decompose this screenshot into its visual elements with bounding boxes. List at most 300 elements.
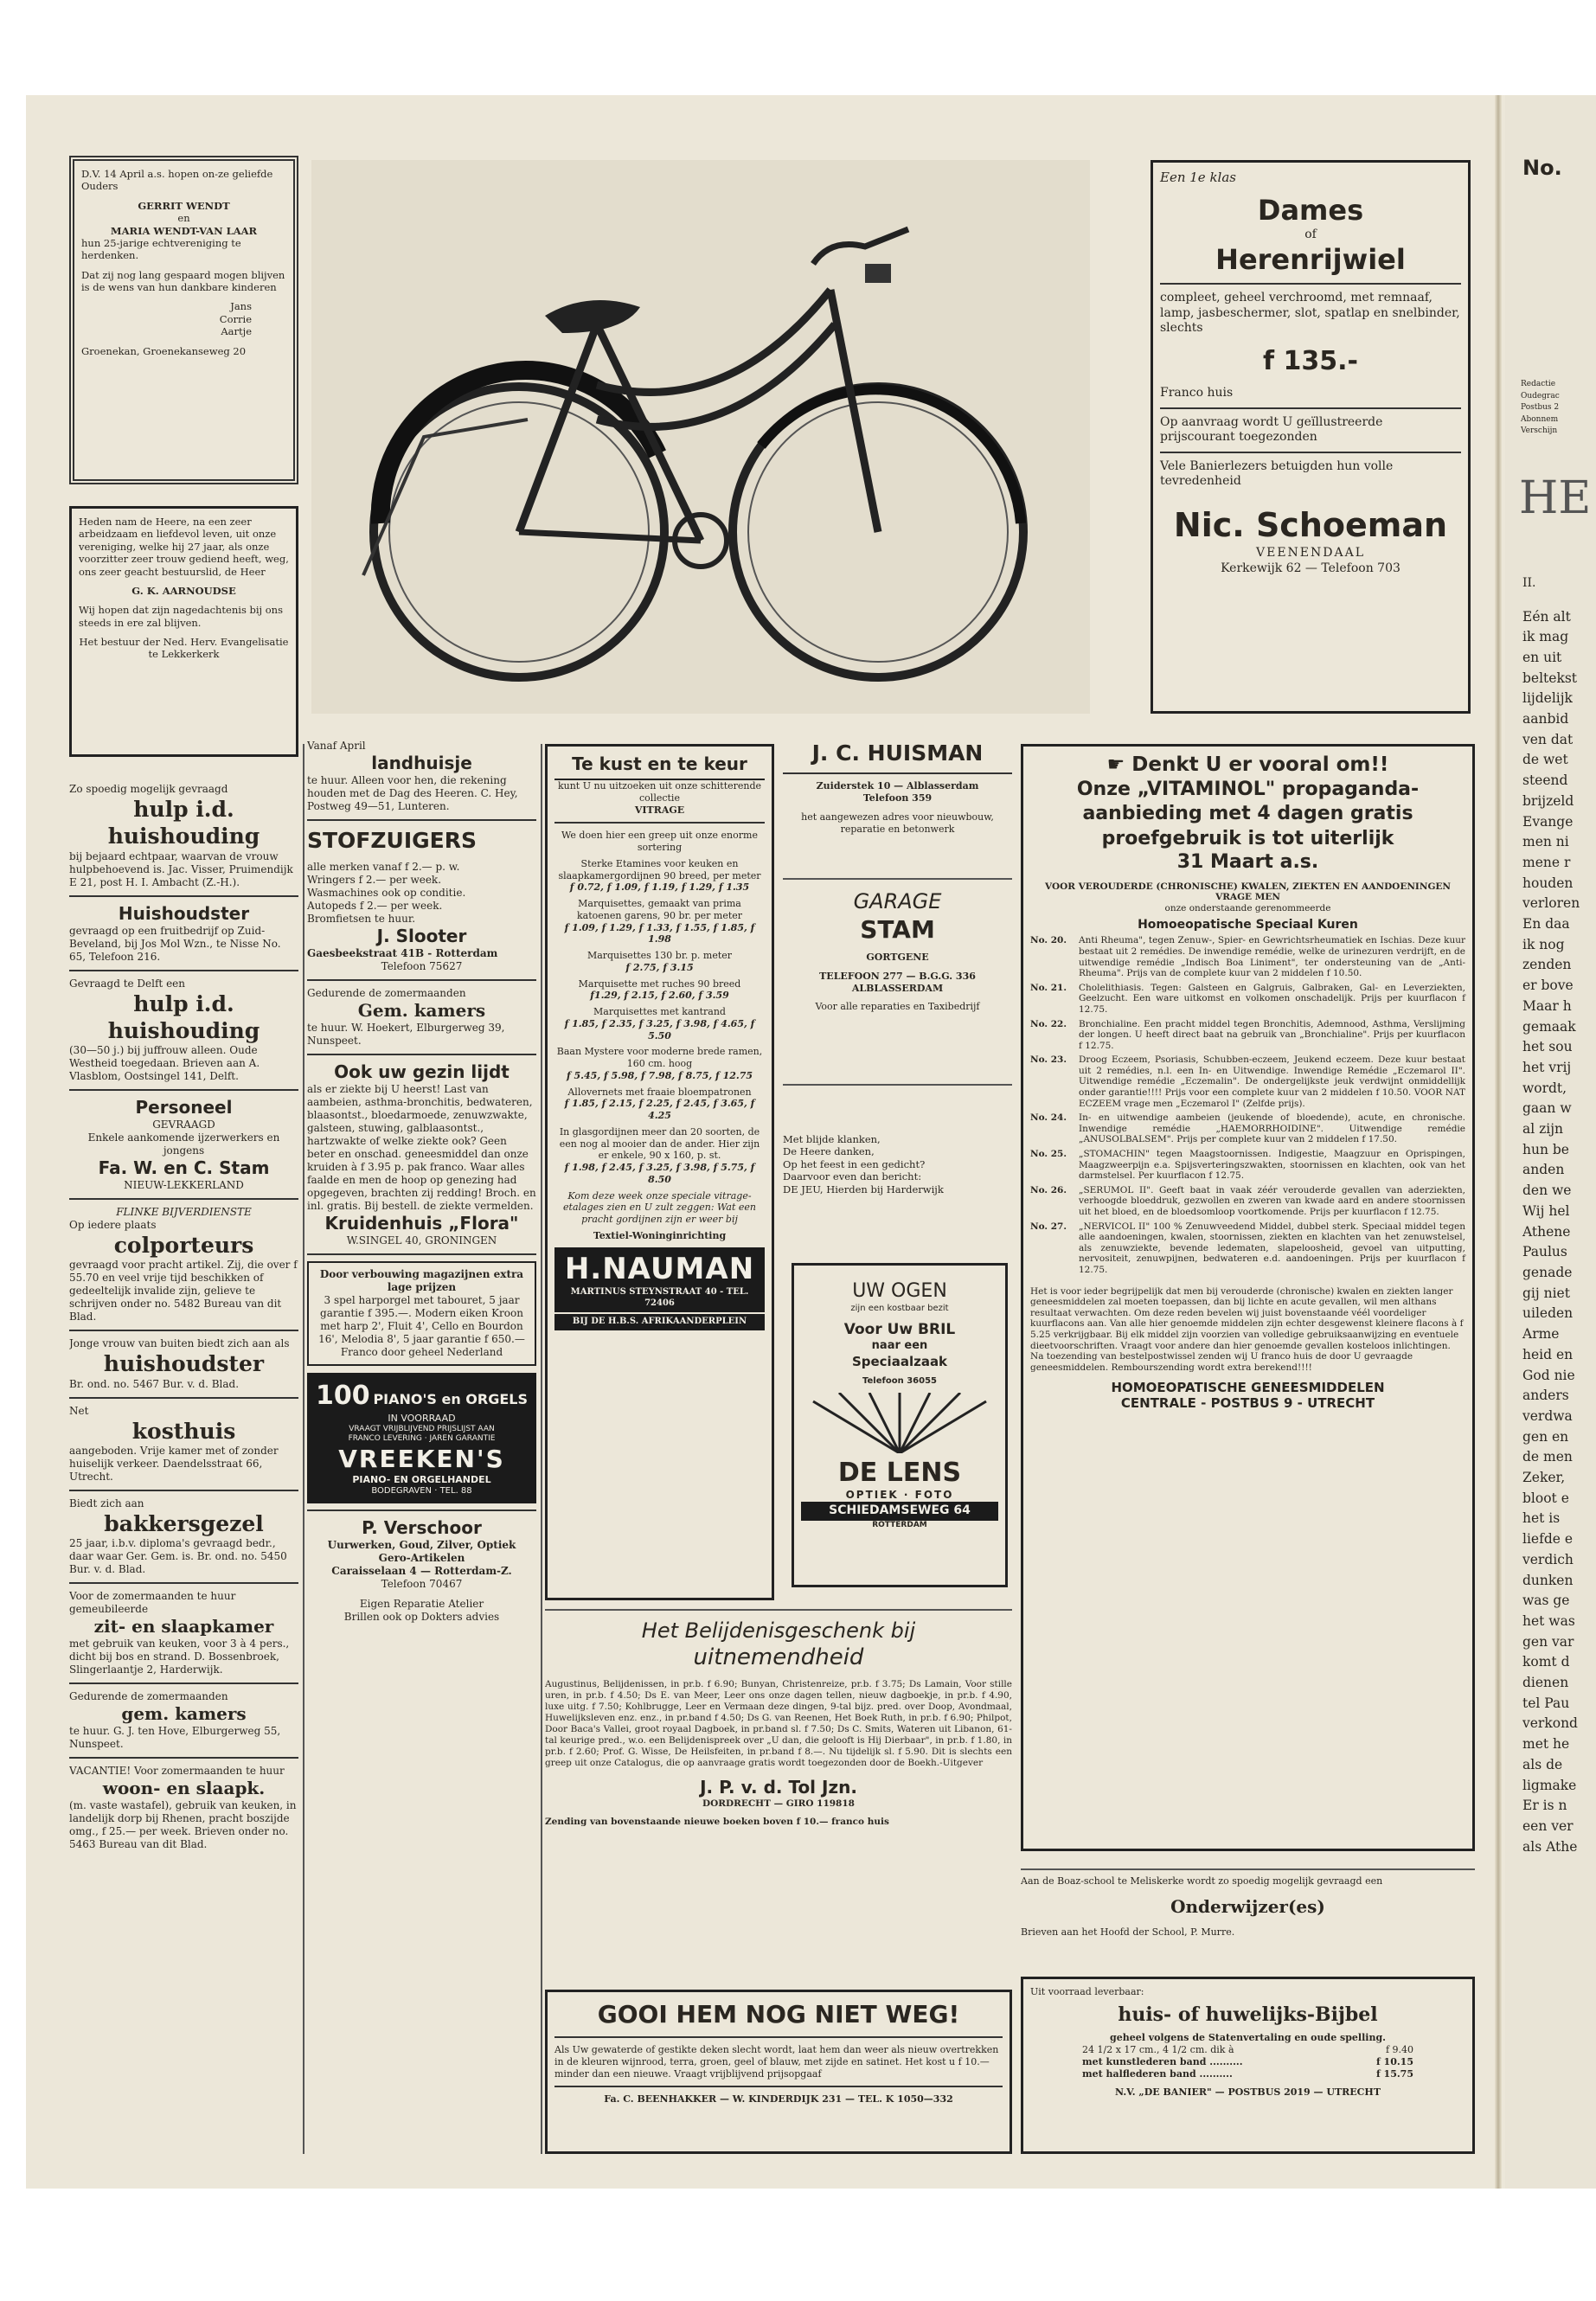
remedy-number: No. 24. <box>1030 1112 1067 1124</box>
ad-body: te huur. W. Hoekert, Elburgerweg 39, Nunspeet. <box>307 1022 505 1048</box>
garage-stam-ad <box>783 878 1012 1086</box>
vreekens-line: PIANO- EN ORGELHANDEL <box>352 1474 491 1485</box>
bible-row-price: f 10.15 <box>1375 2055 1413 2067</box>
next-page-line: Maar h <box>1522 997 1572 1014</box>
next-page-line: gemaak <box>1522 1018 1576 1035</box>
optiek-phone: Telefoon 36055 <box>862 1376 937 1387</box>
vitaminol-heading2: Onze „VITAMINOL" propaganda-aanbieding met 4 dagen gratis proefgebruik is tot uiterlijk <box>1076 778 1420 849</box>
ad-heading: Door verbouwing magazijnen extra lage prijzen <box>319 1268 524 1294</box>
ad-line: Kom deze week onze speciale vitrage-etalages zien en U zult zeggen: Wat een pracht gordijnen zijn er weer bij <box>563 1189 756 1225</box>
remedy-text: Anti Rheuma", tegen Zenuw-, Spier- en Gewrichtsrheumatiek en Ischias. Deze kuur bestaat uit 2 remédies. De inwendige remédie, welke de urinezuren verdrijft, en de uitwendige remédie „Indisch Boa Liniment", ter ondersteuning van de „Anti-Rheuma". Prijs van de complete kuur van 2 middelen f 10.50. <box>1079 935 1465 979</box>
ad-phone: Telefoon 75627 <box>381 960 463 973</box>
ad-heading: landhuisje <box>371 753 472 773</box>
ad-body: (30—50 j.) bij juffrouw alleen. Oude Westheid toegedaan. Brieven aan A. Vlasblom, Oostsingel 141, Delft. <box>69 1044 260 1082</box>
bible-row <box>1030 2068 1465 2080</box>
ad-address: Gaesbeekstraat 41B - Rotterdam <box>307 947 498 960</box>
next-page-line: verloren <box>1522 895 1580 912</box>
next-page-line: dienen <box>1522 1675 1569 1691</box>
next-page-line: bloot e <box>1522 1490 1569 1506</box>
next-page-line: Athene <box>1522 1223 1571 1240</box>
bicycle-readers: Vele Banierlezers betuigden hun volle tevredenheid <box>1160 458 1394 489</box>
ad-intro: Zo spoedig mogelijk gevraagd <box>69 783 228 795</box>
obituary-sign: Het bestuur der Ned. Herv. Evangelisatie te Lekkerkerk <box>79 636 289 661</box>
remedy-number: No. 23. <box>1030 1054 1067 1066</box>
ad-company: P. Verschoor <box>362 1517 482 1539</box>
nauman-name: H.NAUMAN <box>564 1251 755 1286</box>
next-page-sidebar-line: Oudegrac <box>1521 391 1560 401</box>
de-lens-optiek-ad <box>792 1263 1008 1587</box>
next-page-line: ik mag <box>1522 629 1569 645</box>
vreekens-name: VREEKEN'S <box>338 1445 505 1473</box>
ad-line: Eigen Reparatie Atelier <box>359 1598 484 1611</box>
anniversary-child3: Aartje <box>221 325 252 338</box>
next-page-line: wordt, <box>1522 1080 1567 1096</box>
ad-intro: Biedt zich aan <box>69 1497 144 1509</box>
ad-line: Wringers f 2.— per week. <box>307 874 442 887</box>
bicycle-title2: Herenrijwiel <box>1215 243 1406 277</box>
ad-heading: STOFZUIGERS <box>307 828 477 853</box>
next-page-line: heid en <box>1522 1346 1574 1362</box>
next-page-line: tel Pau <box>1522 1695 1570 1711</box>
bicycle-ad <box>1151 160 1471 714</box>
ad-city: NIEUW-LEKKERLAND <box>124 1179 244 1191</box>
next-page-line: het is <box>1522 1510 1561 1527</box>
garage-label: GARAGE <box>853 889 942 913</box>
ad-line: alle merken vanaf f 2.— p. w. <box>307 861 460 874</box>
ad-heading: Personeel <box>135 1097 233 1118</box>
next-page-line: gaan w <box>1522 1100 1572 1117</box>
next-page-line: aanbid <box>1522 711 1569 727</box>
teacher-intro: Aan de Boaz-school te Meliskerke wordt zo spoedig mogelijk gevraagd een <box>1021 1875 1383 1887</box>
next-page-line: het sou <box>1522 1039 1573 1055</box>
remedy-text: In- en uitwendige aambeien (jeukende of bloedende), acute, en chronische. Inwendige remédie „HAEMORRHOIDINE". Uitwendige remédie „ANUSOLBALSEM". Prijs per complete kuur van 2 middelen f 17.50. <box>1079 1112 1465 1145</box>
next-page-line: was ge <box>1522 1593 1570 1609</box>
remedy-item <box>1030 935 1465 978</box>
next-page-sidebar-line: Redactie <box>1521 380 1556 388</box>
anniversary-line5: hun 25-jarige echtvereniging te herdenken. <box>81 236 241 262</box>
remedy-text: Cholelithiasis. Tegen: Galsteen en Galgruis, Galbraken, Gal- en Leverziekten, Geelzucht. Een ware uitkomst en volkomen onschadelijk. Prijs per kuurflacon f 12.75. <box>1079 982 1465 1015</box>
next-page-body <box>1522 607 1596 1858</box>
next-page-line: als de <box>1522 1756 1563 1772</box>
bible-row <box>1030 2044 1465 2056</box>
ad-heading: Ook uw gezin lijdt <box>334 1061 510 1083</box>
ad-price: f 2.75, f 3.15 <box>625 961 694 973</box>
gooi-footer: Fa. C. BEENHAKKER — W. KINDERDIJK 231 — TEL. K 1050—332 <box>604 2093 953 2106</box>
nauman-address2: BIJ DE H.B.S. AFRIKAANDERPLEIN <box>554 1314 765 1330</box>
belijdenis-heading2: uitnemendheid <box>693 1644 864 1670</box>
ad-intro: Net <box>69 1404 89 1417</box>
nauman-banner <box>554 1247 765 1313</box>
next-page-line: brijzeld <box>1522 792 1574 809</box>
next-page-line: ven dat <box>1522 731 1574 747</box>
ad-address: Zuiderstek 10 — Alblasserdam <box>816 780 979 792</box>
ad-line: Brillen ook op Dokters advies <box>343 1611 500 1624</box>
bible-ad <box>1021 1977 1475 2154</box>
optiek-address: SCHIEDAMSEWEG 64 <box>801 1502 998 1521</box>
ad-address: W.SINGEL 40, GRONINGEN <box>346 1234 497 1247</box>
column-divider <box>541 744 542 2154</box>
bible-footer: N.V. „DE BANIER" — POSTBUS 2019 — UTRECHT <box>1114 2086 1381 2099</box>
remedy-number: No. 21. <box>1030 982 1067 993</box>
huisman-ad <box>783 740 1012 861</box>
ad-line: Sterke Etamines voor keuken en slaapkamergordijnen 90 breed, per meter <box>558 857 761 881</box>
garage-name: STAM <box>860 915 935 944</box>
ad-line: Uurwerken, Goud, Zilver, Optiek <box>327 1539 516 1552</box>
ad-price: f1.29, f 2.15, f 2.60, f 3.59 <box>590 990 729 1002</box>
ad-body: gevraagd voor pracht artikel. Zij, die over f 55.70 en veel vrije tijd beschikken of gedeeltelijk invalide zijn, gelieve te schrijven onder no. 5482 Bureau van dit Blad. <box>69 1259 298 1324</box>
next-page-line: Er is n <box>1522 1798 1567 1814</box>
vreekens-line: IN VOORRAAD <box>388 1412 456 1424</box>
vreekens-line: VRAAGT VRIJBLIJVEND PRIJSLIJST AAN <box>349 1424 495 1433</box>
poem-line: Met blijde klanken, <box>783 1133 881 1145</box>
bicycle-address: Kerkewijk 62 — Telefoon 703 <box>1221 561 1401 575</box>
next-page-line: met he <box>1522 1736 1570 1753</box>
next-page-line: een ver <box>1522 1817 1574 1834</box>
ad-line: Telefoon 70467 <box>381 1578 463 1591</box>
next-page-sidebar-line: Postbus 2 <box>1521 403 1560 412</box>
ad-footer: Franco door geheel Nederland <box>340 1346 503 1359</box>
ad-body: aangeboden. Vrije kamer met of zonder huiselijk verkeer. Daendelsstraat 66, Utrecht. <box>69 1444 279 1483</box>
ad-heading: Te kust en te keur <box>554 753 765 780</box>
vitaminol-footer1: HOMOEOPATISCHE GENEESMIDDELEN <box>1111 1380 1385 1396</box>
optiek-city: ROTTERDAM <box>872 1520 927 1529</box>
anniversary-sign: Groenekan, Groenekanseweg 20 <box>81 344 247 357</box>
obituary-text2: Wij hopen dat zijn nagedachtenis bij ons steeds in ere zal blijven. <box>79 604 283 629</box>
next-page-line: Wij hel <box>1522 1202 1570 1219</box>
column-1-classifieds <box>69 783 298 2154</box>
bible-row-label: met halflederen band .......... <box>1082 2067 1233 2080</box>
remedy-item <box>1030 983 1465 1016</box>
bible-row-price: f 9.40 <box>1385 2044 1413 2055</box>
bicycle-catalog: Op aanvraag wordt U geïllustreerde prijscourant toegezonden <box>1160 414 1383 445</box>
ad-heading: hulp i.d. huishouding <box>107 990 260 1043</box>
next-page-line: Zeker, <box>1522 1470 1566 1486</box>
vreekens-number: 100 <box>315 1381 370 1412</box>
ad-body: (m. vaste wastafel), gebruik van keuken, in landelijk dorp bij Rhenen, pracht boszijde omg., f 25.— per week. Brieven onder no. 5463 Bureau van dit Blad. <box>69 1799 297 1850</box>
vitaminol-footer2: CENTRALE - POSTBUS 9 - UTRECHT <box>1120 1395 1375 1412</box>
anniversary-name1: GERRIT WENDT <box>138 199 230 212</box>
ad-body: Enkele aankomende ijzerwerkers en jongens <box>87 1131 280 1157</box>
next-page-sidebar-line: Verschijn <box>1521 426 1558 435</box>
teacher-heading: Onderwijzer(es) <box>1170 1895 1325 1917</box>
ad-intro: kunt U nu uitzoeken uit onze schitterende collectie <box>557 780 762 804</box>
ad-body: Br. ond. no. 5467 Bur. v. d. Blad. <box>69 1377 240 1390</box>
bicycle-desc: compleet, geheel verchroomd, met remnaaf, lamp, jasbeschermer, slot, spatlap en snelbinder, slechts <box>1160 291 1460 336</box>
sunburst-icon <box>804 1393 995 1453</box>
obituary-notice <box>69 506 298 757</box>
anniversary-name2: MARIA WENDT-VAN LAAR <box>110 224 258 237</box>
optiek-line: Voor Uw BRIL <box>843 1321 956 1338</box>
bible-row <box>1030 2056 1465 2068</box>
ad-subheading: GEVRAAGD <box>152 1118 215 1131</box>
ad-body: 25 jaar, i.b.v. diploma's gevraagd bedr., daar waar Ger. Gem. is. Br. ond. no. 5450 Bur. v. d. Blad. <box>69 1537 287 1575</box>
anniversary-child1: Jans <box>230 300 252 313</box>
ad-line: In glasgordijnen meer dan 20 soorten, de een nog al mooier dan de ander. Hier zijn er enkele, 90 x 160, p. st. <box>559 1125 760 1162</box>
next-page-line: en uit <box>1522 649 1562 665</box>
ad-heading: kosthuis <box>131 1418 236 1444</box>
next-page-line: al zijn <box>1522 1121 1564 1138</box>
poem-ad <box>783 1133 1012 1237</box>
next-page-line: beltekst <box>1522 670 1578 686</box>
remedy-number: No. 22. <box>1030 1018 1067 1029</box>
next-page-line: het was <box>1522 1612 1575 1629</box>
remedy-item <box>1030 1019 1465 1052</box>
bicycle-price: f 135.- <box>1263 345 1358 376</box>
ad-heading: Gem. kamers <box>357 1000 486 1022</box>
next-page-line: hun be <box>1522 1141 1569 1157</box>
next-page-line: als Athe <box>1522 1838 1578 1855</box>
next-page-line: Arme <box>1522 1326 1560 1343</box>
remedy-number: No. 25. <box>1030 1149 1067 1160</box>
remedy-item <box>1030 1112 1465 1145</box>
ad-body: gevraagd op een fruitbedrijf op Zuid-Beveland, bij Jos Mol Wzn., te Nisse No. 65, Telefoon 216. <box>69 924 281 963</box>
next-page-line: En daa <box>1522 916 1570 933</box>
bible-heading: huis- of huwelijks-Bijbel <box>1118 2003 1378 2026</box>
optiek-name: DE LENS <box>837 1457 962 1488</box>
ad-intro: Op iedere plaats <box>69 1219 157 1231</box>
next-page-line: komt d <box>1522 1654 1570 1670</box>
poem-line: DE JEU, Hierden bij Harderwijk <box>783 1183 944 1195</box>
optiek-heading: UW OGEN <box>852 1280 947 1302</box>
next-page-line: lijdelijk <box>1522 690 1573 707</box>
bible-intro: Uit voorraad leverbaar: <box>1030 1986 1144 1997</box>
next-page-line: steend <box>1522 772 1568 789</box>
bicycle-label: Een 1e klas <box>1160 170 1236 185</box>
gooi-hem-ad <box>545 1990 1012 2154</box>
ad-line: Textiel-Woninginrichting <box>593 1229 727 1241</box>
next-page-line: God nie <box>1522 1367 1575 1383</box>
ad-line: Gero-Artikelen <box>378 1552 465 1565</box>
ad-line: Autopeds f 2.— per week. <box>307 900 443 913</box>
next-page-line: den we <box>1522 1183 1572 1199</box>
belijdenis-ad <box>545 1609 1012 1894</box>
remedy-item <box>1030 1185 1465 1218</box>
ad-line: Caraisselaan 4 — Rotterdam-Z. <box>331 1565 512 1578</box>
poem-line: Daarvoor even dan bericht: <box>783 1170 922 1183</box>
ad-price: f 1.09, f 1.29, f 1.33, f 1.55, f 1.85, f 1.98 <box>564 921 755 945</box>
ad-body: 3 spel harporgel met tabouret, 5 jaar garantie f 395.—. Modern eiken Kroon met harp 2', Fluit 4', Cello en Bourdon 16', Melodia 8', 5 jaar garantie f 650.— <box>318 1294 525 1346</box>
remedy-item <box>1030 1054 1465 1109</box>
ad-line: Baan Mystere voor moderne brede ramen, 160 cm. hoog <box>556 1046 763 1069</box>
remedy-item <box>1030 1149 1465 1182</box>
remedy-item <box>1030 1221 1465 1276</box>
next-page-sidebar <box>1521 379 1596 438</box>
gooi-heading: GOOI HEM NOG NIET WEG! <box>597 2000 960 2029</box>
vreekens-ad <box>307 1373 536 1503</box>
vitaminol-outro: Het is voor ieder begrijpelijk dat men bij verouderde (chronische) kwalen en ziekten langer geneesmiddelen zal moeten toepassen, dan bij lichte en acute gevallen, wil men althans resultaat verwachten. Om deze reden bevelen wij juist bovenstaande véél voordeliger kuurflacons aan. Van alle hier genoemde middelen zijn echter desgewenst kleinere flacons à f 5.25 verkrijgbaar. Bij elk middel zijn voorzien van volledige gebruiksaanwijzing en eventuele dieetvoorschriften. Vraagt voor andere dan hier genoemde gevallen kosteloos inlichtingen. Na toezending van bestelpostwissel zenden wij U franco huis de door U gevraagde geneesmiddelen. Rembourszending wordt extra berekend!!!! <box>1030 1285 1464 1373</box>
column-divider <box>303 744 304 2154</box>
remedy-text: Droog Eczeem, Psoriasis, Schubben-eczeem, Jeukend eczeem. Deze kuur bestaat uit 2 remédies, n.l. een In- en Uitwendige. Inwendige Remédie „Eczemarol II". Uitwendige remédie „Eczemalin". De ondergelijkste jeuk verdwijnt onmiddellijk onder garantie!!!! Prijs voor een complete kuur van 2 middelen f 10.50. VOOR NAT ECZEEM vrage men „Eczemarol I" (Zelfde prijs). <box>1079 1054 1465 1109</box>
bicycle-city: VEENENDAAL <box>1255 546 1365 561</box>
belijdenis-footer: Zending van bovenstaande nieuwe boeken boven f 10.— franco huis <box>545 1816 889 1827</box>
poem-line: De Heere danken, <box>783 1145 875 1158</box>
remedy-number: No. 26. <box>1030 1184 1067 1195</box>
ad-body: bij bejaard echtpaar, waarvan de vrouw hulpbehoevend is. Jac. Visser, Pruimendijk E 21, post H. I. Ambacht (Z.-H.). <box>69 849 293 888</box>
next-page-line: anders <box>1522 1388 1569 1404</box>
ad-intro: FLINKE BIJVERDIENSTE <box>116 1206 252 1218</box>
garage-city: ALBLASSERDAM <box>851 982 944 994</box>
ad-body: te huur. G. J. ten Hove, Elburgerweg 55, Nunspeet. <box>69 1725 281 1750</box>
next-page-line: er bove <box>1522 977 1574 994</box>
ad-heading: zit- en slaapkamer <box>93 1616 274 1637</box>
ad-line: Marquisettes 130 br. p. meter <box>586 950 733 961</box>
garage-phone: TELEFOON 277 — B.G.G. 336 <box>819 970 976 982</box>
remedy-list <box>1030 935 1465 1275</box>
bicycle-seller: Nic. Schoeman <box>1173 505 1448 544</box>
organ-sale-ad <box>307 1261 536 1366</box>
next-page-line: houden <box>1522 875 1574 891</box>
anniversary-child2: Corrie <box>219 312 252 325</box>
vreekens-number-row <box>314 1380 529 1413</box>
next-page-line: verkond <box>1522 1715 1578 1732</box>
bicycle-icon <box>311 160 1090 714</box>
vreekens-title: PIANO'S en ORGELS <box>373 1391 528 1408</box>
next-page-line: Evange <box>1522 813 1574 830</box>
vreekens-line: BODEGRAVEN · TEL. 88 <box>371 1485 472 1496</box>
next-page-line: Eén alt <box>1522 608 1571 625</box>
bible-row-price: f 15.75 <box>1375 2067 1413 2080</box>
ad-line: Wasmachines ook op conditie. <box>307 887 466 900</box>
optiek-line: zijn een kostbaar bezit <box>850 1303 949 1313</box>
remedy-number: No. 27. <box>1030 1221 1067 1232</box>
next-page-line: zenden <box>1522 957 1572 973</box>
ad-heading: hulp i.d. huishouding <box>107 797 260 849</box>
ad-line: Marquisettes, gemaakt van prima katoenen garens, 90 br. per meter <box>576 898 743 921</box>
ad-intro: Gedurende de zomermaanden <box>69 1690 228 1702</box>
optiek-line: OPTIEK · FOTO <box>845 1489 954 1502</box>
next-page-line: ligmake <box>1522 1777 1577 1793</box>
ad-body: het aangewezen adres voor nieuwbouw, reparatie en betonwerk <box>801 811 994 835</box>
obituary-text: Heden nam de Heere, na een zeer arbeidzaam en liefdevol leven, uit onze vereniging, welke hij 27 jaar, als onze voorzitter zeer trouw gediend heeft, weg, ons zeer geacht bestuurslid, de Heer <box>79 516 289 578</box>
ad-body: als er ziekte bij U heerst! Last van aambeien, asthma-bronchitis, bedwateren, blaasontst., bloedarmoede, zenuwzwakte, galsteen, stuwing, galblaasontst., hartzwakte of welke ziekte ook? Geen beter en onschad. geneesmiddel dan onze kruiden à f 3.95 p. pak franco. Waar alles faalde en men de hoop op genezing had opgegeven, brachten zij redding! Broch. en inl. gratis. Bij bestell. de ziekte vermelden. <box>307 1083 536 1213</box>
ad-company: J. C. HUISMAN <box>811 740 984 766</box>
anniversary-line1: D.V. 14 April a.s. hopen on-ze geliefde Ouders <box>81 168 273 193</box>
vitaminol-heading3: 31 Maart a.s. <box>1176 851 1319 874</box>
ad-line: Allovernets met fraaie bloempatronen <box>567 1086 752 1098</box>
gooi-body: Als Uw gewaterde of gestikte deken slecht wordt, laat hem dan weer als nieuw overtrekken in de kleuren wijnrood, terra, groen, geel of blauw, met zijde en satinet. Het kost u f 10.— minder dan een nieuwe. Vraagt vrijblijvend prijsopgaaf <box>554 2044 999 2080</box>
nauman-curtains-ad <box>545 744 774 1600</box>
next-page-line: liefde e <box>1522 1531 1574 1548</box>
next-page-line: dunken <box>1522 1572 1574 1588</box>
ad-line: Marquisettes met kantrand <box>593 1006 726 1017</box>
ad-heading: bakkersgezel <box>104 1510 264 1536</box>
ad-price: f 1.98, f 2.45, f 3.25, f 3.98, f 5.75, f 8.50 <box>564 1162 755 1185</box>
ad-heading: Huishoudster <box>118 902 250 924</box>
ad-intro: Voor de zomermaanden te huur gemeubileerde <box>69 1590 236 1615</box>
ad-line: Marquisette met ruches 90 breed <box>578 977 741 990</box>
ad-company: Kruidenhuis „Flora" <box>324 1213 519 1234</box>
next-page-line: gen en <box>1522 1428 1569 1445</box>
anniversary-notice <box>69 156 298 484</box>
ad-intro: Gedurende de zomermaanden <box>307 987 466 1000</box>
bicycle-of: of <box>1304 227 1317 241</box>
next-page-section: II. <box>1522 575 1536 590</box>
anniversary-line6: Dat zij nog lang gespaard mogen blijven is de wens van hun dankbare kinderen <box>81 268 285 293</box>
bicycle-franco: Franco huis <box>1160 386 1234 401</box>
ad-company: J. Slooter <box>376 926 467 947</box>
next-page-line: Paulus <box>1522 1244 1567 1260</box>
ad-intro: Vanaf April <box>307 740 366 752</box>
remedy-text: „STOMACHIN" tegen Maagstoornissen. Indigestie, Maagzuur en Oprispingen, Maagzweerpijn e.a. Spijsverteringszwakten, stoornissen en klachten, ook van het darmstelsel. Per kuurflacon f 12.75. <box>1079 1149 1465 1182</box>
vreekens-line: FRANCO LEVERING · JAREN GARANTIE <box>348 1433 496 1443</box>
ad-price: f 5.45, f 5.98, f 7.98, f 8.75, f 12.75 <box>566 1069 753 1081</box>
remedy-number: No. 20. <box>1030 935 1067 946</box>
optiek-line: naar een <box>871 1339 928 1353</box>
next-page-strip <box>1505 95 1596 2189</box>
next-page-number: No. <box>1522 156 1562 180</box>
next-page-line: genade <box>1522 1265 1573 1280</box>
page-fold <box>1495 95 1502 2189</box>
belijdenis-body: Augustinus, Belijdenissen, in pr.b. f 6.90; Bunyan, Christenreize, pr.b. f 3.75; Ds Lamain, Voor stille uren, in pr.b. f 4.50; Ds E. van Meer, Leer ons onze dagen tellen, nieuw dagboekje, in pr.b. f 4.90, luxe uitg. f 7.50; Kohlbrugge, Leer en Vermaan deze dingen, 9-tal bijz. pred. over Doop, Avondmaal, Huwelijksleven enz. enz., in pr.band f 4.50; Ds G. van Reenen, Het Boek Ruth, in pr.b. f 6.90; Philpot, Door Baca's Vallei, groot royaal Dagboek, in pr.band sl. f 7.50; Ds C. Smits, Wateren uit Libanon, 61-tal keurige pred., w.o. een Belijdenispreek over „U dan, die gelooft is Hij Dierbaar", in pr.b. f 1.80, in pr.b. f 2.60; Prof. G. Wisse, De Heilsfeiten, in pr.band f 8.—. Nu tijdelijk sl. f 5.90. Dit is slechts een greep uit onze Catalogus, die op aanvraage gratis wordt toegezonden door de Boekh.-Uitgever <box>545 1678 1012 1769</box>
bible-row-label: 24 1/2 x 17 cm., 4 1/2 cm. dik à <box>1082 2044 1234 2055</box>
vitaminol-heading1: ☛ Denkt U er vooral om!! <box>1106 753 1389 776</box>
ad-subheading: VITRAGE <box>634 804 685 816</box>
column-2-ads <box>307 740 536 2154</box>
next-page-line: men ni <box>1522 834 1569 850</box>
bible-sub: geheel volgens de Statenvertaling en oude spelling. <box>1110 2032 1386 2044</box>
vitaminol-ad <box>1021 744 1475 1851</box>
obituary-name: G. K. AARNOUDSE <box>131 584 236 597</box>
next-page-line: gen var <box>1522 1633 1574 1650</box>
teacher-body: Brieven aan het Hoofd der School, P. Murre. <box>1021 1926 1235 1938</box>
optiek-line: Speciaalzaak <box>851 1353 948 1369</box>
ad-line: Bromfietsen te huur. <box>307 913 416 926</box>
next-page-line: de men <box>1522 1449 1573 1465</box>
next-page-line: het vrij <box>1522 1059 1572 1075</box>
next-page-headline: HE <box>1519 471 1592 524</box>
ad-heading: huishoudster <box>103 1351 265 1377</box>
remedy-text: Bronchialine. Een pracht middel tegen Bronchitis, Ademnood, Asthma, Verslijming der longen. U heeft direct baat na gebruik van „Bronchialine". Prijs per kuurflacon f 12.75. <box>1079 1018 1465 1051</box>
ad-phone: Telefoon 359 <box>862 792 933 804</box>
next-page-line: mene r <box>1522 854 1571 870</box>
anniversary-and: en <box>177 212 190 225</box>
ad-price: f 1.85, f 2.15, f 2.25, f 2.45, f 3.65, f 4.25 <box>564 1098 755 1121</box>
vitaminol-subheading: Homoeopatische Speciaal Kuren <box>1138 917 1358 932</box>
garage-service: Voor alle reparaties en Taxibedrijf <box>815 1001 980 1013</box>
ad-body: met gebruik van keuken, voor 3 à 4 pers., dicht bij bos en strand. D. Bossenbroek, Slingerlaantje 2, Harderwijk. <box>69 1638 290 1676</box>
ad-price: f 1.85, f 2.35, f 3.25, f 3.98, f 4.65, f 5.50 <box>564 1017 755 1042</box>
ad-intro: VACANTIE! Voor zomermaanden te huur <box>69 1765 285 1777</box>
ad-company: Fa. W. en C. Stam <box>98 1157 270 1178</box>
next-page-sidebar-line: Abonnem <box>1521 414 1559 424</box>
garage-place: GORTGENE <box>866 952 929 963</box>
next-page-line: verdwa <box>1522 1407 1573 1424</box>
belijdenis-address: DORDRECHT — GIRO 119818 <box>702 1798 855 1809</box>
next-page-line: ik nog <box>1522 936 1565 952</box>
next-page-line: verdich <box>1522 1551 1574 1567</box>
bible-row-label: met kunstlederen band .......... <box>1082 2055 1243 2067</box>
teacher-wanted-ad <box>1021 1868 1475 1968</box>
remedy-text: „NERVICOL II" 100 % Zenuwveedend Middel, dubbel sterk. Speciaal middel tegen alle aandoeningen, kwalen, stoornissen, ziekten en klachten van het zenuwstelsel, als zenuwziekte, bevende ledematen, slapeloosheid, gevoel van uitputting, nervositeit, zenuwpijnen, bedwateren e.d. aandoeningen. Prijs per kuurflacon f 12.75. <box>1079 1221 1465 1275</box>
next-page-line: gij niet <box>1522 1285 1570 1301</box>
remedy-text: „SERUMOL II". Geeft baat in vaak zéér verouderde gevallen van aderziekten, verhoogde bloeddruk, gezwollen en zweren van kwade aard en andere stoornissen uit het bloed, en de bloedsomloop voortkomende. Prijs per kuurflacon f 12.75. <box>1079 1184 1465 1217</box>
nauman-address: MARTINUS STEYNSTRAAT 40 - TEL. 72406 <box>570 1287 749 1308</box>
next-page-line: de wet <box>1522 752 1568 768</box>
vitaminol-intro: VOOR VEROUDERDE (CHRONISCHE) KWALEN, ZIEKTEN EN AANDOENINGEN VRAGE MEN <box>1044 881 1452 903</box>
belijdenis-publisher: J. P. v. d. Tol Jzn. <box>700 1776 857 1798</box>
next-page-line: uileden <box>1522 1305 1574 1322</box>
ad-intro: Jonge vrouw van buiten biedt zich aan als <box>69 1337 290 1350</box>
belijdenis-heading1: Het Belijdenisgeschenk bij <box>641 1618 916 1643</box>
poem-line: Op het feest in een gedicht? <box>783 1157 926 1170</box>
ad-heading: gem. kamers <box>121 1703 247 1724</box>
ad-body: te huur. Alleen voor hen, die rekening houden met de Dag des Heeren. C. Hey, Postweg 49—51, Lunteren. <box>307 774 518 812</box>
bicycle-title1: Dames <box>1257 193 1364 227</box>
bicycle-photo <box>311 160 1090 714</box>
next-page-line: anden <box>1522 1162 1565 1178</box>
ad-line: We doen hier een greep uit onze enorme sortering <box>561 830 758 853</box>
ad-price: f 0.72, f 1.09, f 1.19, f 1.29, f 1.35 <box>569 881 750 894</box>
